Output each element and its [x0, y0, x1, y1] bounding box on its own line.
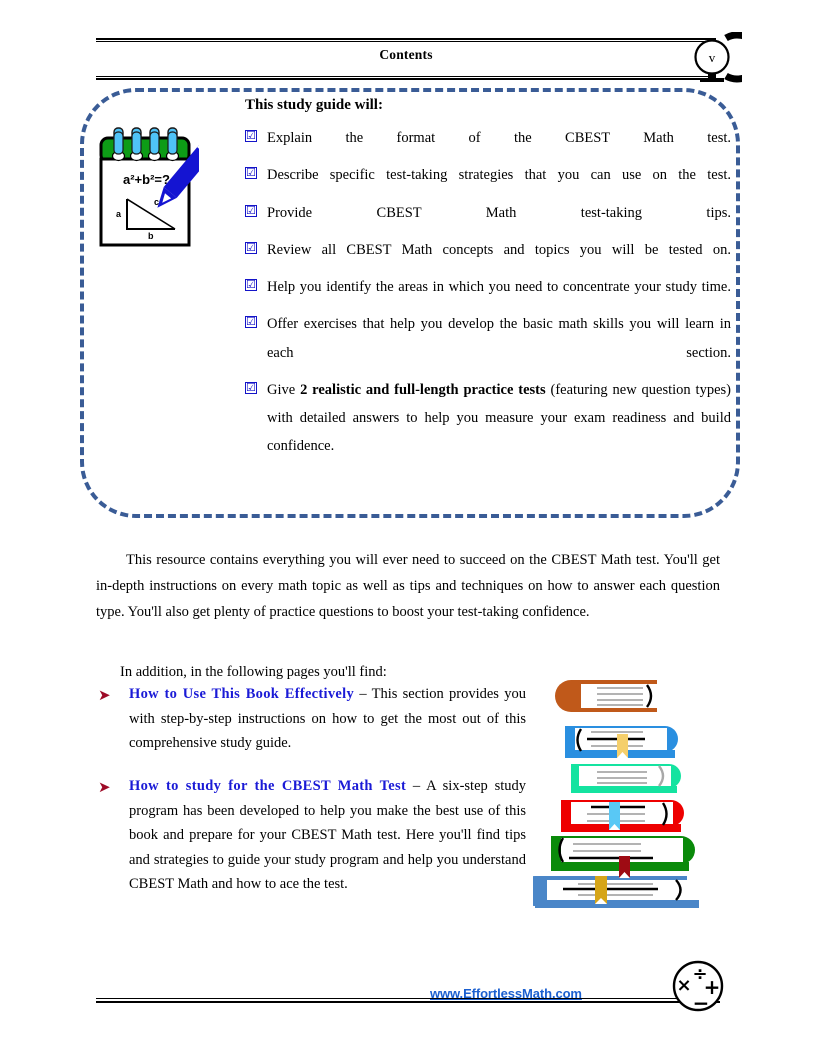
section-link-description: – A six-step study program has been developed to help you make the best use of this book and prepare for your CBEST Math test. Here you'll find tips and strategies to guide your study program and help you understand CBEST Math and how to ace the test.	[129, 777, 526, 893]
list-item	[96, 774, 526, 897]
check-list-item	[245, 124, 731, 152]
intro-paragraph: This resource contains everything you will ever need to succeed on the CBEST Math test. You'll get in-depth instructions on every math topic as well as tips and techniques on how to answer each question type. You'll also get plenty of practice questions to boost your test-taking confidence.	[96, 552, 720, 620]
check-item-text: Explain the format of the CBEST Math test.	[267, 130, 731, 146]
math-operators-circle-icon	[668, 958, 728, 1016]
check-item-text: Review all CBEST Math concepts and topics you will be tested on.	[267, 241, 731, 258]
callout-heading: This study guide will:	[245, 97, 383, 113]
section-link-title[interactable]: How to Use This Book Effectively	[129, 686, 355, 702]
list-item	[96, 682, 526, 756]
header-rule-top	[96, 38, 716, 42]
checkbox-icon: ☑	[246, 129, 256, 142]
section-links-list	[96, 682, 526, 915]
book-stack-icon	[533, 668, 705, 916]
checkbox-icon: ☑	[246, 166, 256, 180]
svg-text:×: ×	[676, 975, 692, 996]
svg-text:+: +	[703, 975, 721, 999]
check-item-text: Provide CBEST Math test-taking tips.	[267, 204, 731, 221]
check-item-text-rest: (featuring new question types) with detailed answers to help you measure your exam readiness and build confidence.	[267, 381, 731, 455]
in-addition-paragraph: In addition, in the following pages you'll find:	[120, 664, 387, 680]
check-list-item	[245, 376, 731, 461]
arrow-bullet-icon: ➤	[98, 686, 111, 704]
footer-rule	[96, 998, 720, 1003]
check-item-text: Offer exercises that help you develop the basic math skills you will learn in each section.	[267, 316, 731, 361]
header-rule-bottom	[96, 76, 716, 80]
svg-text:÷: ÷	[692, 964, 708, 985]
check-list-item	[245, 273, 731, 301]
checkbox-icon: ☑	[246, 315, 256, 329]
checkbox-icon: ☑	[246, 278, 256, 292]
svg-text:b: b	[148, 231, 154, 241]
globe-page-number-icon	[686, 32, 742, 86]
check-list-item	[245, 199, 731, 227]
check-item-text-lead: Give	[267, 381, 301, 398]
check-list-item	[245, 161, 731, 189]
svg-text:c: c	[154, 197, 160, 207]
notepad-pythagorean-icon	[97, 126, 199, 248]
check-list-item	[245, 310, 731, 367]
check-item-text: Help you identify the areas in which you need to concentrate your study time.	[267, 279, 731, 296]
checkbox-icon: ☑	[246, 380, 256, 394]
page-header	[96, 38, 716, 80]
notepad-formula-text: a²+b²=?	[123, 172, 170, 187]
svg-text:a: a	[116, 209, 122, 219]
arrow-bullet-icon: ➤	[98, 777, 111, 796]
page-title: Contents	[379, 47, 433, 62]
callout-content	[245, 96, 731, 470]
check-item-text: Describe specific test-taking strategies that you can use on the test.	[267, 167, 731, 184]
page-footer	[96, 998, 720, 1008]
check-list-item	[245, 236, 731, 264]
section-link-description: – This section provides you with step-by-step instructions on how to get the most out of this comprehensive study guide.	[129, 686, 526, 752]
section-link-title[interactable]: How to study for the CBEST Math Test	[129, 777, 407, 794]
page-number-text: v	[708, 50, 716, 65]
svg-text:−: −	[692, 991, 710, 1015]
checkbox-icon: ☑	[246, 203, 256, 217]
checkbox-icon: ☑	[246, 240, 256, 254]
check-item-text-bold: 2 realistic and full-length practice tests	[300, 381, 546, 398]
footer-website-link[interactable]: www.EffortlessMath.com	[430, 986, 582, 1001]
